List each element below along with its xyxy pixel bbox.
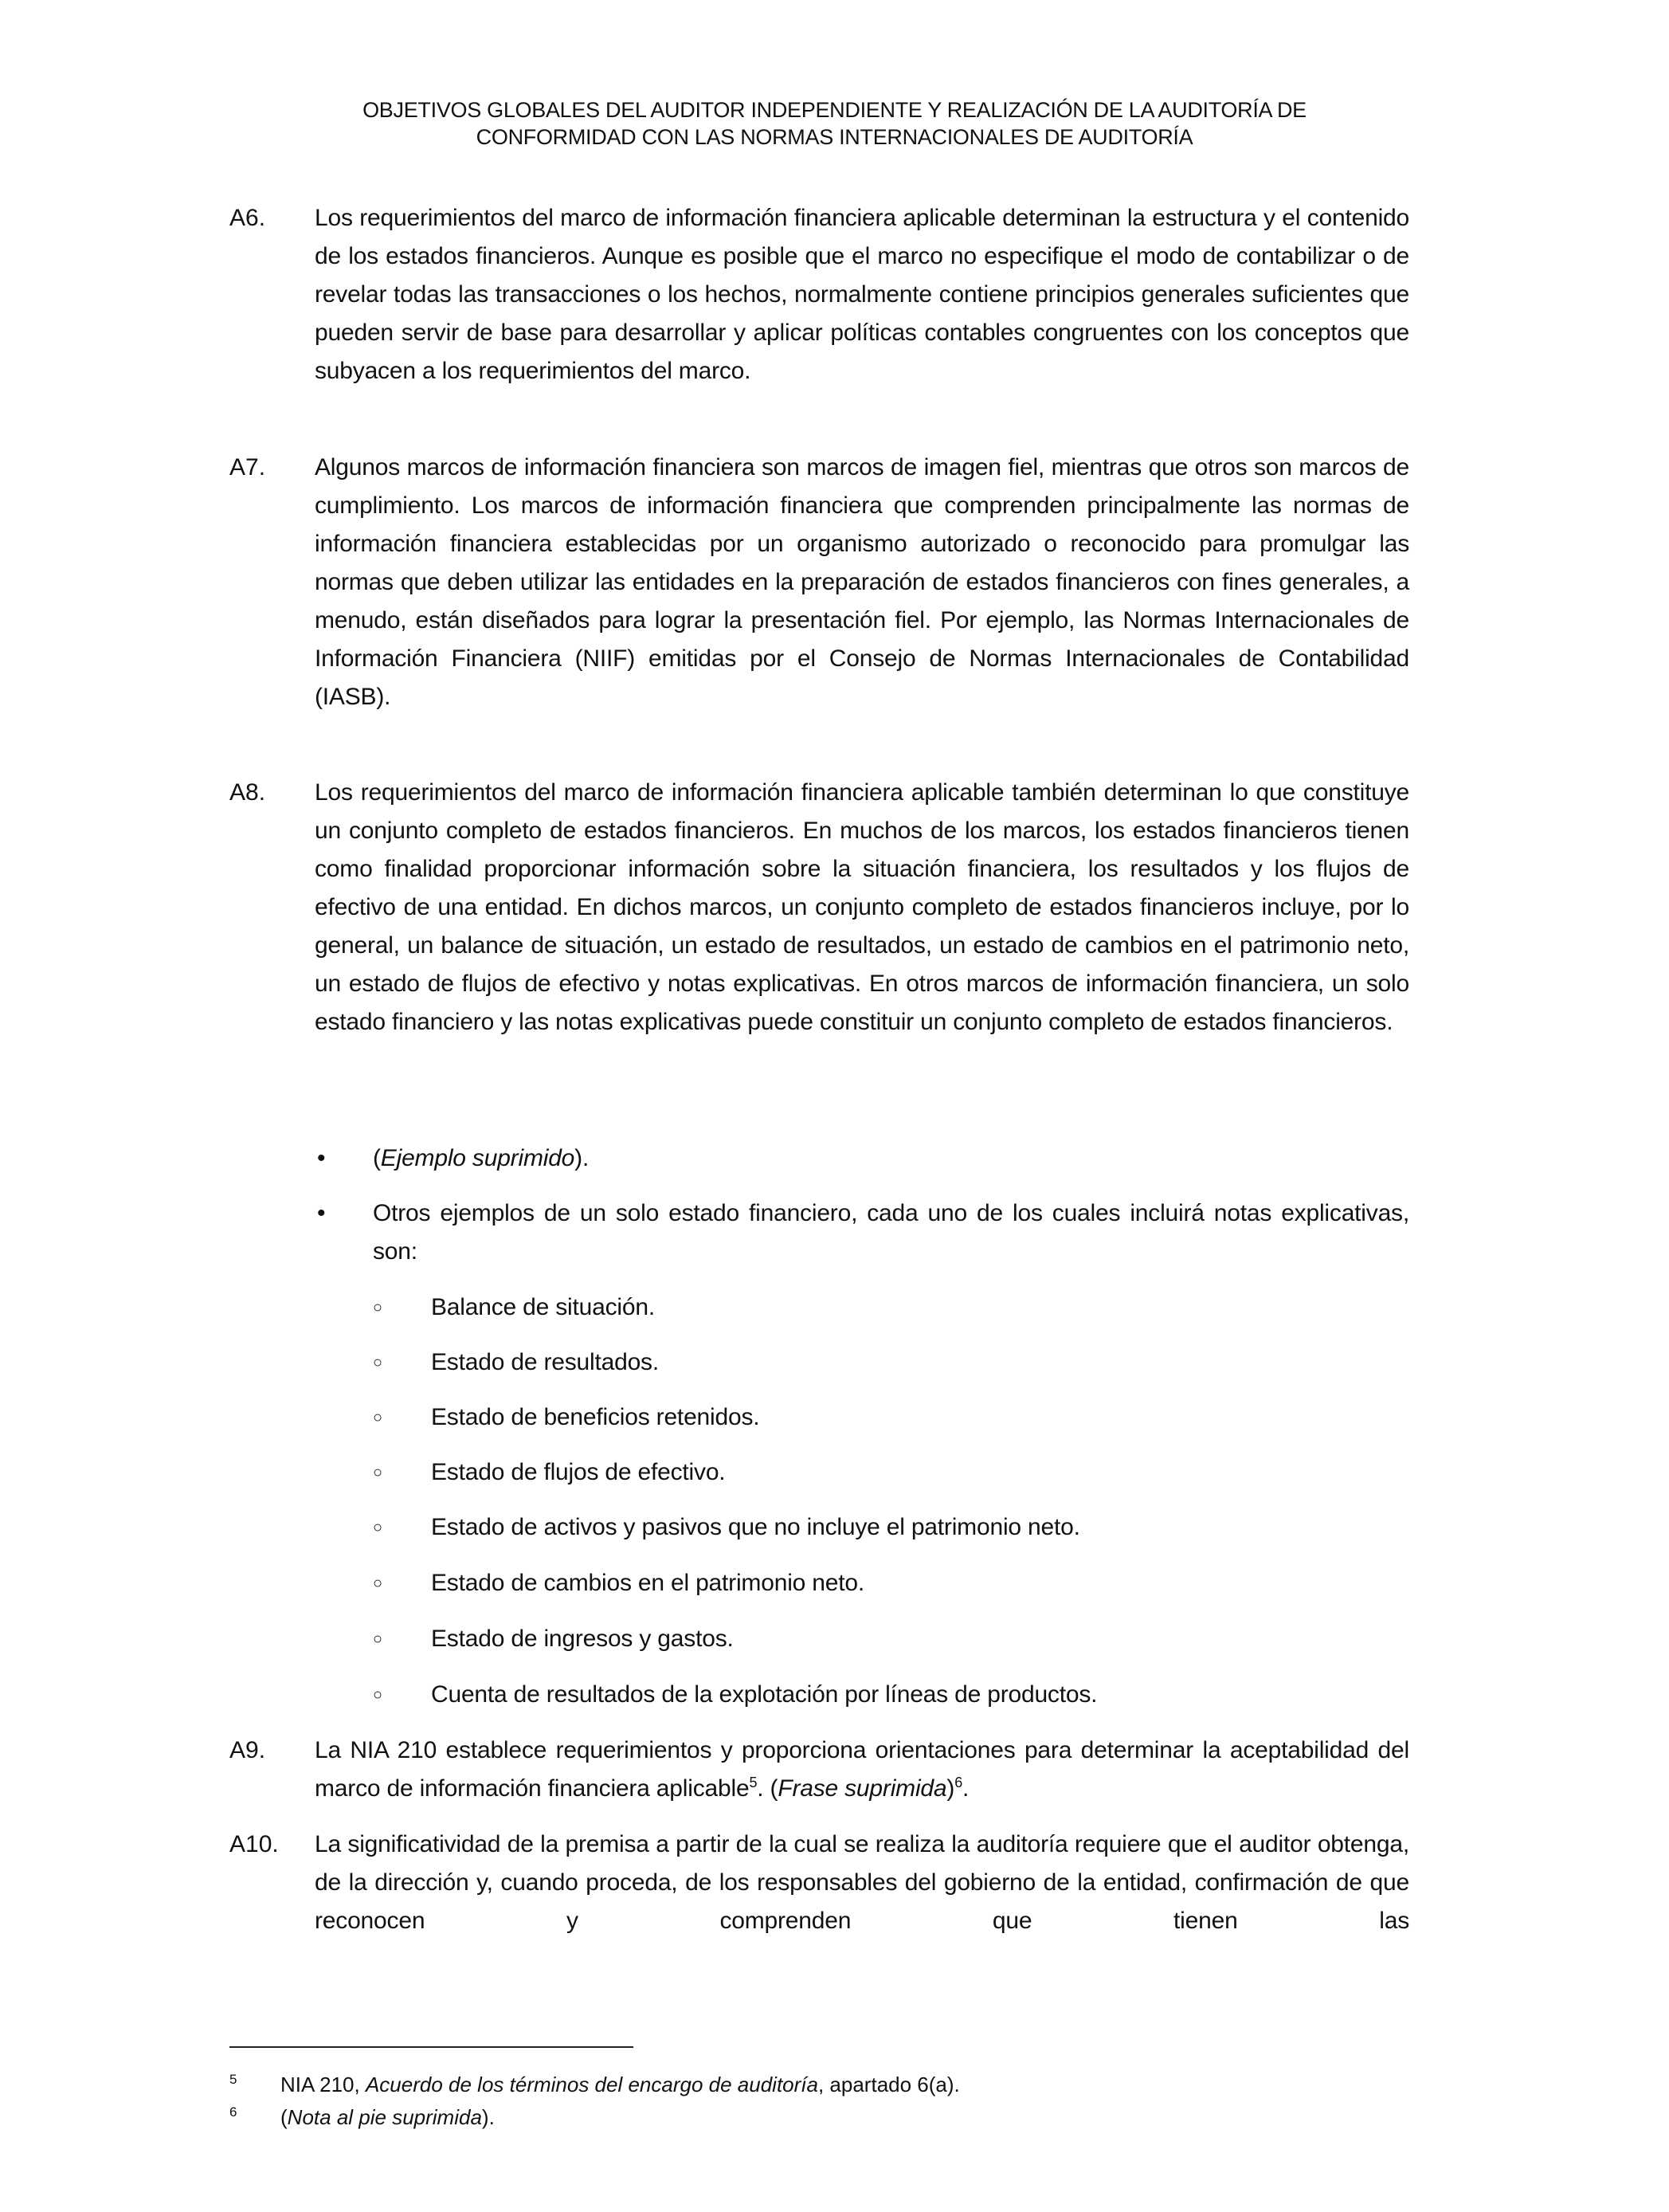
footnote-ref-5[interactable]: 5 [749,1775,758,1790]
bullet-item [317,1194,1409,1271]
text: ). [481,2105,495,2129]
header-line-2: CONFORMIDAD CON LAS NORMAS INTERNACIONALES DE AUDITORÍA [476,125,1193,149]
paragraph-label: A9. [229,1737,266,1763]
header-line-1: OBJETIVOS GLOBALES DEL AUDITOR INDEPENDIENTE Y REALIZACIÓN DE LA AUDITORÍA DE [362,98,1307,122]
paragraph-a8 [229,774,1409,1041]
circle-bullet-icon: ○ [373,1299,383,1316]
text: . [962,1775,970,1802]
text: ( [373,1145,381,1171]
footnote-text [280,2071,960,2098]
sub-bullet-text: Estado de beneficios retenidos. [431,1404,760,1430]
circle-bullet-icon: ○ [373,1575,383,1592]
sub-bullet-text: Estado de resultados. [431,1349,659,1375]
paragraph-a6 [229,199,1409,390]
footnote-number: 6 [229,2104,237,2120]
circle-bullet-icon: ○ [373,1686,383,1704]
sub-bullet-item [373,1508,1408,1547]
paragraph-label: A8. [229,779,266,806]
sub-bullet-text: Estado de ingresos y gastos. [431,1626,734,1652]
text: , apartado 6(a). [817,2073,960,2096]
paragraph-text: Los requerimientos del marco de información financiera aplicable determinan la estructura y el contenido de los estados financieros. Aunque es posible que el marco no especifique el modo de contabilizar o de revelar todas las transacciones o los hechos, normalmente contiene principios generales suficientes que pueden servir de base para desarrollar y aplicar políticas contables congruentes con los conceptos que subyacen a los requerimientos del marco. [315,205,1409,384]
sub-bullet-item [373,1564,1408,1602]
circle-bullet-icon: ○ [373,1354,383,1371]
text: NIA 210, [280,2073,366,2096]
sub-bullet-text: Cuenta de resultados de la explotación por líneas de productos. [431,1681,1098,1708]
sub-bullet-text: Estado de flujos de efectivo. [431,1459,726,1485]
sub-bullet-text: Estado de activos y pasivos que no incluye el patrimonio neto. [431,1514,1080,1540]
footnote-5 [229,2071,960,2098]
circle-bullet-icon: ○ [373,1630,383,1648]
paragraph-a7 [229,449,1409,716]
circle-bullet-icon: ○ [373,1464,383,1481]
sub-bullet-text: Balance de situación. [431,1294,655,1320]
sub-bullet-item [373,1453,1408,1492]
footnote-separator [229,2046,633,2048]
paragraph-a9 [229,1732,1409,1808]
paragraph-label: A7. [229,454,266,480]
text: ) [946,1775,955,1802]
sub-bullet-item [373,1676,1408,1714]
sub-bullet-item [373,1620,1408,1658]
footnote-number: 5 [229,2072,237,2087]
text: ( [280,2105,288,2129]
text: La NIA 210 establece requerimientos y proporciona orientaciones para determinar la aceptabilidad del marco de información financiera aplicable [315,1737,1409,1802]
running-header [0,96,1669,151]
text: ). [574,1145,590,1171]
italic-text: Acuerdo de los términos del encargo de auditoría [365,2073,818,2096]
bullet-item [317,1139,1409,1178]
sub-bullet-text: Estado de cambios en el patrimonio neto. [431,1570,864,1596]
sub-bullet-item [373,1343,1408,1382]
paragraph-label: A6. [229,205,266,231]
footnote-6 [229,2104,495,2131]
italic-text: Ejemplo suprimido [380,1145,575,1171]
circle-bullet-icon: ○ [373,1519,383,1536]
italic-text: Frase suprimida [778,1775,947,1802]
paragraph-a10 [229,1826,1409,1940]
sub-bullet-item [373,1288,1408,1327]
bullet-icon: • [317,1200,326,1226]
footnote-ref-6[interactable]: 6 [954,1775,962,1790]
text: . ( [757,1775,778,1802]
paragraph-text: Los requerimientos del marco de información financiera aplicable también determinan lo que constituye un conjunto completo de estados financieros. En muchos de los marcos, los estados financieros tienen como finalidad proporcionar información sobre la situación financiera, los resultados y los flujos de efectivo de una entidad. En dichos marcos, un conjunto completo de estados financieros incluye, por lo general, un balance de situación, un estado de resultados, un estado de cambios en el patrimonio neto, un estado de flujos de efectivo y notas explicativas. En otros marcos de información financiera, un solo estado financiero y las notas explicativas puede constituir un conjunto completo de estados financieros. [315,779,1409,1035]
circle-bullet-icon: ○ [373,1409,383,1426]
paragraph-text [315,1732,1409,1808]
italic-text: Nota al pie suprimida [287,2105,482,2129]
paragraph-text: La significatividad de la premisa a partir de la cual se realiza la auditoría requiere que el auditor obtenga, de la dirección y, cuando proceda, de los responsables del gobierno de la entidad, confirmación de que reconocen y comprenden que tienen las [315,1831,1409,1934]
paragraph-label: A10. [229,1831,279,1857]
sub-bullet-item [373,1398,1408,1437]
paragraph-text: Algunos marcos de información financiera son marcos de imagen fiel, mientras que otros son marcos de cumplimiento. Los marcos de información financiera que comprenden principalmente las normas de información financiera establecidas por un organismo autorizado o reconocido para promulgar las normas que deben utilizar las entidades en la preparación de estados financieros con fines generales, a menudo, están diseñados para lograr la presentación fiel. Por ejemplo, las Normas Internacionales de Información Financiera (NIIF) emitidas por el Consejo de Normas Internacionales de Contabilidad (IASB). [315,454,1409,710]
bullet-text: Otros ejemplos de un solo estado financiero, cada uno de los cuales incluirá notas explicativas, son: [373,1200,1409,1265]
footnote-text [280,2104,495,2131]
bullet-icon: • [317,1145,326,1171]
